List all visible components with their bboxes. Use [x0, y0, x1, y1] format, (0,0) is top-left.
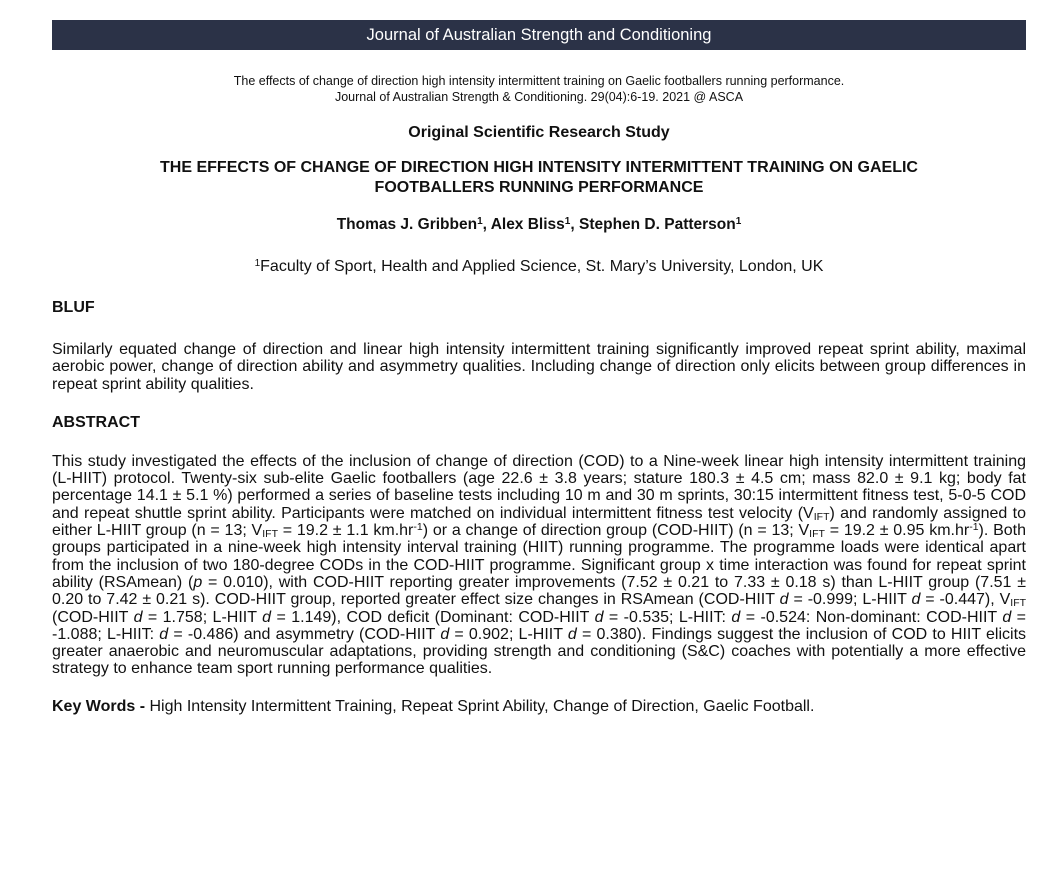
- affiliation: [52, 257, 1026, 277]
- text-run: = 0.010), with COD-HIIT reporting greater improvements (7.52 ± 0.21 to 7.33 ± 0.18 s) than L-HIIT group (7.51 ± 0.20 to 7.42 ± 0.21 s). COD-HIIT group, reported greater effect size changes in RSAmean (COD-HIIT: [52, 573, 1026, 609]
- affiliation-marker: 1: [254, 258, 261, 269]
- author-name: Alex Bliss: [490, 216, 565, 233]
- italic-symbol: d: [911, 591, 921, 609]
- subscript: IFT: [809, 528, 825, 541]
- text-run: = -0.486) and asymmetry (COD-HIIT: [168, 625, 441, 643]
- text-run: = 1.149), COD deficit (Dominant: COD-HIIT: [271, 608, 595, 626]
- affiliation-text: Faculty of Sport, Health and Applied Science, St. Mary’s University, London, UK: [260, 258, 824, 275]
- text-run: = -1.088; L-HIIT:: [52, 608, 1027, 643]
- author-separator: ,: [570, 216, 579, 233]
- italic-symbol: d: [731, 608, 741, 626]
- subscript: IFT: [813, 510, 830, 523]
- text-run: = 0.380). Findings suggest the inclusion of COD to HIIT elicits greater anaerobic and neuromuscular adaptations, providing strength and conditioning (S&C) coaches with potentially a more effective strategy to enhance team sport running performance qualities.: [52, 625, 1027, 678]
- title-line-1: THE EFFECTS OF CHANGE OF DIRECTION HIGH INTENSITY INTERMITTENT TRAINING ON GAELIC: [160, 159, 918, 176]
- italic-symbol: d: [1002, 608, 1012, 626]
- text-run: = -0.524: Non-dominant: COD-HIIT: [740, 608, 1003, 626]
- text-run: This study investigated the effects of the inclusion of change of direction (COD) to a Nine-week linear high intensity intermittent training (L-HIIT) protocol. Twenty-six sub-elite Gaelic footballers (age 22.6 ± 3.8 years; stature 180.3 ± 4.5 cm; mass 82.0 ± 9.1 kg; body fat percentage 14.1 ± 5.1 %) performed a series of baseline tests including 10 m and 30 m sprints, 30:15 intermittent fitness test, 5-0-5 COD and repeat shuttle sprint ability. Participants were matched on individual intermittent fitness test velocity (V: [52, 452, 1026, 522]
- text-run: ). Both groups participated in a nine-week high intensity interval training (HIIT) running programme. The programme loads were identical apart from the inclusion of two 180-degree CODs in the COD-HIIT programme. Significant group x time interaction was found for repeat sprint ability (RSAmean) (: [52, 522, 1027, 591]
- abstract-text: [52, 453, 1026, 678]
- superscript: -1: [413, 521, 423, 534]
- title-line-2: FOOTBALLERS RUNNING PERFORMANCE: [374, 179, 704, 196]
- author: [337, 216, 491, 233]
- text-run: = -0.535; L-HIIT:: [603, 608, 732, 626]
- text-run: = 19.2 ± 0.95 km.hr: [824, 522, 970, 540]
- text-run: = 0.902; L-HIIT: [449, 625, 568, 643]
- italic-symbol: p: [193, 573, 203, 591]
- text-run: = -0.999; L-HIIT: [788, 591, 912, 609]
- author: [491, 216, 579, 233]
- italic-symbol: d: [133, 608, 143, 626]
- text-run: (COD-HIIT: [52, 608, 134, 626]
- abstract-heading: ABSTRACT: [52, 413, 140, 431]
- citation: [52, 73, 1026, 105]
- italic-symbol: d: [567, 625, 577, 643]
- text-run: = -0.447), V: [920, 591, 1011, 609]
- text-run: ) or a change of direction group (COD-HIIT) (n = 13; V: [422, 522, 810, 540]
- italic-symbol: d: [159, 625, 169, 643]
- subscript: IFT: [262, 528, 278, 541]
- keywords-text: High Intensity Intermittent Training, Repeat Sprint Ability, Change of Direction, Gaelic Football.: [149, 697, 815, 715]
- italic-symbol: d: [440, 625, 450, 643]
- bluf-heading: BLUF: [52, 299, 95, 316]
- journal-banner: Journal of Australian Strength and Conditioning: [52, 20, 1026, 50]
- author-name: Stephen D. Patterson: [578, 216, 736, 233]
- text-run: ) and randomly assigned to either L-HIIT group (n = 13; V: [52, 504, 1027, 540]
- author-list: [52, 215, 1026, 235]
- text-run: = 19.2 ± 1.1 km.hr: [277, 522, 414, 540]
- keywords: [52, 697, 1026, 717]
- italic-symbol: d: [262, 608, 272, 626]
- author-name: Thomas J. Gribben: [336, 216, 478, 233]
- study-type: Original Scientific Research Study: [408, 124, 670, 141]
- author-affiliation-marker: 1: [735, 216, 742, 227]
- superscript: -1: [969, 521, 979, 534]
- author-separator: ,: [482, 216, 491, 233]
- author: [579, 216, 741, 233]
- paper-page: [52, 0, 1026, 717]
- author-affiliation-marker: 1: [564, 216, 571, 227]
- text-run: = 1.758; L-HIIT: [142, 608, 263, 626]
- keywords-label: Key Words -: [52, 697, 150, 715]
- bluf-text: Similarly equated change of direction and linear high intensity intermittent training significantly improved repeat sprint ability, maximal aerobic power, change of direction ability and asymmetry qualities. Including change of direction only elicits between group differences in repeat sprint ability qualities.: [52, 341, 1026, 393]
- subscript: IFT: [1010, 597, 1027, 610]
- citation-line-1: The effects of change of direction high intensity intermittent training on Gaelic footballers running performance.: [233, 74, 845, 88]
- italic-symbol: d: [779, 591, 789, 609]
- citation-line-2: Journal of Australian Strength & Conditioning. 29(04):6-19. 2021 @ ASCA: [334, 90, 744, 104]
- author-affiliation-marker: 1: [477, 216, 483, 227]
- paper-title: [52, 158, 1026, 198]
- italic-symbol: d: [594, 608, 604, 626]
